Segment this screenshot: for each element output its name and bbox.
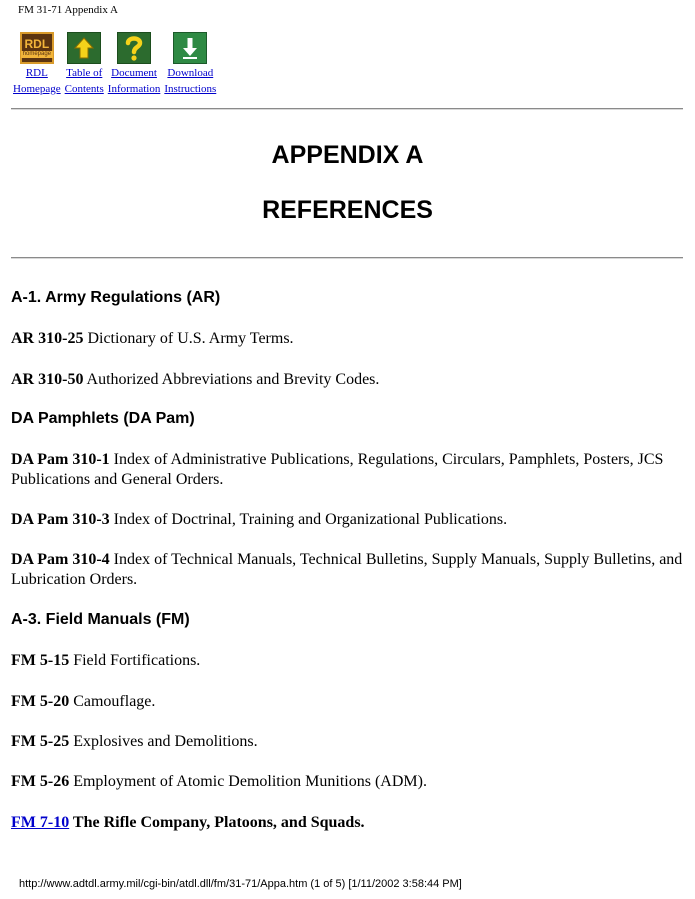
reference-item — [11, 510, 683, 530]
fm-7-10-link[interactable]: FM 7-10 — [11, 814, 70, 831]
reference-code: AR 310-25 — [11, 330, 84, 347]
reference-code: FM 5-15 — [11, 652, 70, 669]
reference-code: FM 5-26 — [11, 773, 70, 790]
reference-desc: Dictionary of U.S. Army Terms. — [83, 330, 294, 347]
page-title: APPENDIX A — [271, 141, 424, 169]
rdl-logo-text: RDL — [24, 37, 50, 51]
nav-table-of-contents[interactable] — [65, 32, 104, 97]
reference-desc: Employment of Atomic Demolition Munitions (ADM). — [69, 773, 427, 790]
reference-desc: The Rifle Company, Platoons, and Squads. — [69, 814, 365, 831]
section-heading-dapam: DA Pamphlets (DA Pam) — [11, 410, 195, 427]
reference-desc: Index of Administrative Publications, Regulations, Circulars, Pamphlets, Posters, JCS Publications and General Orders. — [11, 451, 664, 488]
section-heading-fm: A-3. Field Manuals (FM) — [11, 611, 190, 628]
reference-desc: Index of Doctrinal, Training and Organizational Publications. — [109, 511, 508, 528]
nav-rdl-homepage[interactable] — [13, 32, 61, 97]
page-header: FM 31-71 Appendix A — [18, 4, 118, 16]
reference-code: DA Pam 310-4 — [11, 551, 110, 568]
divider — [11, 108, 683, 110]
reference-item — [11, 370, 683, 390]
reference-item — [11, 692, 683, 712]
reference-desc: Camouflage. — [69, 693, 156, 710]
reference-code: DA Pam 310-1 — [11, 451, 110, 468]
nav-label[interactable]: Table of Contents — [64, 67, 104, 95]
nav-download-instructions[interactable] — [164, 32, 216, 97]
reference-item — [11, 732, 683, 752]
nav-label[interactable]: Document Information — [107, 67, 161, 95]
reference-item — [11, 329, 683, 349]
divider — [11, 257, 683, 259]
reference-item — [11, 550, 683, 590]
footer-url: http://www.adtdl.army.mil/cgi-bin/atdl.dll/fm/31-71/Appa.htm (1 of 5) [1/11/2002 3:58:44 PM] — [19, 878, 462, 890]
nav-label[interactable]: RDL Homepage — [13, 67, 61, 95]
reference-code: AR 310-50 — [11, 371, 84, 388]
download-arrow-icon[interactable] — [173, 32, 207, 64]
rdl-logo-subtext: homepage — [22, 51, 52, 57]
reference-desc: Explosives and Demolitions. — [69, 733, 258, 750]
reference-desc: Index of Technical Manuals, Technical Bulletins, Supply Manuals, Supply Bulletins, and Lubrication Orders. — [11, 551, 683, 588]
nav-label[interactable]: Download Instructions — [164, 67, 217, 95]
reference-item — [11, 651, 683, 671]
reference-code: DA Pam 310-3 — [11, 511, 110, 528]
section-heading-ar: A-1. Army Regulations (AR) — [11, 289, 221, 306]
reference-code: FM 5-25 — [11, 733, 70, 750]
nav-document-information[interactable] — [108, 32, 161, 97]
reference-desc: Authorized Abbreviations and Brevity Codes. — [83, 371, 380, 388]
nav-bar — [13, 32, 220, 97]
question-mark-icon[interactable] — [117, 32, 151, 64]
reference-item — [11, 450, 683, 490]
up-arrow-icon[interactable] — [67, 32, 101, 64]
reference-desc: Field Fortifications. — [69, 652, 201, 669]
reference-item — [11, 772, 683, 792]
reference-item — [11, 813, 683, 833]
reference-code: FM 5-20 — [11, 693, 70, 710]
page-subtitle: REFERENCES — [262, 196, 433, 224]
rdl-logo-icon[interactable] — [20, 32, 54, 64]
